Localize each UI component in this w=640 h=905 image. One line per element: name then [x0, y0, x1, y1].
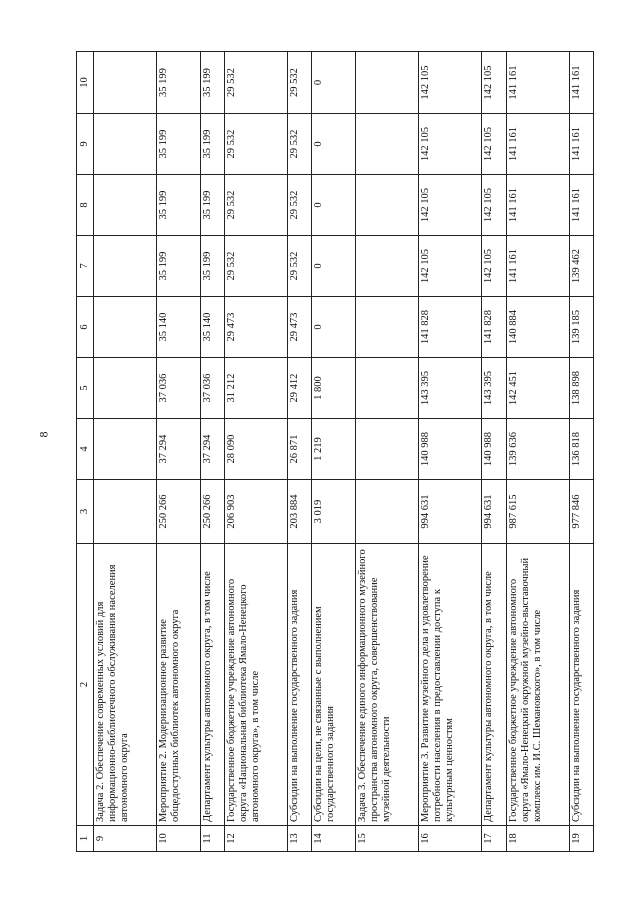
value-cell: 139 636 [506, 419, 569, 480]
table-row [419, 52, 482, 852]
value-cell: 29 532 [288, 236, 312, 297]
header-cell: 3 [77, 480, 94, 544]
value-cell: 1 800 [312, 358, 356, 419]
row-label-cell: Мероприятие 2. Модернизационное развитие общедоступных библиотек автономного округа [157, 544, 201, 826]
table-row [225, 52, 288, 852]
row-number-cell: 18 [506, 826, 569, 852]
header-cell: 8 [77, 175, 94, 236]
value-cell: 0 [312, 52, 356, 114]
row-number-cell: 9 [94, 826, 157, 852]
value-cell: 206 903 [225, 480, 288, 544]
value-cell [356, 419, 419, 480]
value-cell: 142 105 [419, 236, 482, 297]
value-cell [94, 175, 157, 236]
value-cell: 143 395 [482, 358, 506, 419]
value-cell: 977 846 [569, 480, 593, 544]
value-cell: 139 462 [569, 236, 593, 297]
rotated-page [76, 52, 594, 852]
value-cell: 143 395 [419, 358, 482, 419]
value-cell [356, 236, 419, 297]
header-cell: 10 [77, 52, 94, 114]
value-cell: 142 105 [419, 52, 482, 114]
value-cell: 136 818 [569, 419, 593, 480]
value-cell: 142 105 [419, 175, 482, 236]
value-cell: 29 532 [225, 175, 288, 236]
row-label-cell: Задача 3. Обеспечение единого информационного музейного пространства автономного округа, совершенствование музейной деятельности [356, 544, 419, 826]
header-row [77, 52, 94, 852]
value-cell: 29 532 [288, 175, 312, 236]
value-cell [94, 419, 157, 480]
value-cell: 35 199 [200, 114, 224, 175]
budget-table [76, 51, 594, 852]
value-cell: 29 473 [225, 297, 288, 358]
row-label-cell: Субсидии на выполнение государственного задания [569, 544, 593, 826]
value-cell: 35 199 [157, 175, 201, 236]
value-cell: 0 [312, 175, 356, 236]
value-cell [94, 358, 157, 419]
value-cell: 141 161 [506, 175, 569, 236]
value-cell: 35 140 [200, 297, 224, 358]
value-cell: 141 828 [419, 297, 482, 358]
table-row [356, 52, 419, 852]
value-cell: 140 988 [482, 419, 506, 480]
value-cell: 142 105 [482, 52, 506, 114]
row-label-cell: Департамент культуры автономного округа, в том числе [200, 544, 224, 826]
value-cell: 141 161 [569, 175, 593, 236]
value-cell: 37 294 [157, 419, 201, 480]
value-cell [356, 114, 419, 175]
value-cell: 138 898 [569, 358, 593, 419]
table-row [200, 52, 224, 852]
value-cell: 31 212 [225, 358, 288, 419]
value-cell [94, 52, 157, 114]
table-row [506, 52, 569, 852]
value-cell [356, 297, 419, 358]
row-label-cell: Государственное бюджетное учреждение автономного округа «Национальная библиотека Ямало-Ненецкого автономного округа», в том числе [225, 544, 288, 826]
value-cell: 250 266 [200, 480, 224, 544]
value-cell: 0 [312, 114, 356, 175]
value-cell: 29 532 [288, 114, 312, 175]
row-number-cell: 16 [419, 826, 482, 852]
row-number-cell: 15 [356, 826, 419, 852]
header-cell: 5 [77, 358, 94, 419]
header-cell: 2 [77, 544, 94, 826]
value-cell: 37 294 [200, 419, 224, 480]
table-row [569, 52, 593, 852]
value-cell: 994 631 [419, 480, 482, 544]
row-number-cell: 19 [569, 826, 593, 852]
row-label-cell: Задача 2. Обеспечение современных условий для информационно-библиотечного обслуживания населения автономного округа [94, 544, 157, 826]
value-cell: 141 828 [482, 297, 506, 358]
value-cell: 141 161 [506, 52, 569, 114]
value-cell: 250 266 [157, 480, 201, 544]
table-row [288, 52, 312, 852]
value-cell: 0 [312, 297, 356, 358]
value-cell: 37 036 [200, 358, 224, 419]
row-label-cell: Мероприятие 3. Развитие музейного дела и удовлетворение потребности населения в предоставлении доступа к культурным ценностям [419, 544, 482, 826]
row-number-cell: 14 [312, 826, 356, 852]
value-cell: 35 199 [200, 52, 224, 114]
value-cell: 140 988 [419, 419, 482, 480]
row-label-cell: Департамент культуры автономного округа, в том числе [482, 544, 506, 826]
table-row [94, 52, 157, 852]
value-cell: 29 532 [225, 236, 288, 297]
value-cell: 141 161 [569, 114, 593, 175]
value-cell: 3 019 [312, 480, 356, 544]
value-cell: 140 884 [506, 297, 569, 358]
value-cell: 35 199 [157, 114, 201, 175]
row-number-cell: 17 [482, 826, 506, 852]
row-label-cell: Субсидии на цели, не связанные с выполнением государственного задания [312, 544, 356, 826]
value-cell: 0 [312, 236, 356, 297]
value-cell: 35 199 [157, 236, 201, 297]
row-number-cell: 10 [157, 826, 201, 852]
value-cell: 141 161 [506, 114, 569, 175]
value-cell: 35 199 [200, 236, 224, 297]
value-cell [356, 52, 419, 114]
value-cell: 26 871 [288, 419, 312, 480]
header-cell: 6 [77, 297, 94, 358]
header-cell: 7 [77, 236, 94, 297]
value-cell: 35 140 [157, 297, 201, 358]
value-cell [94, 297, 157, 358]
value-cell [94, 480, 157, 544]
value-cell [94, 114, 157, 175]
header-cell: 9 [77, 114, 94, 175]
value-cell: 37 036 [157, 358, 201, 419]
header-cell: 1 [77, 826, 94, 852]
row-number-cell: 11 [200, 826, 224, 852]
value-cell: 142 105 [482, 114, 506, 175]
value-cell: 1 219 [312, 419, 356, 480]
value-cell: 28 090 [225, 419, 288, 480]
value-cell: 987 615 [506, 480, 569, 544]
value-cell: 139 185 [569, 297, 593, 358]
value-cell [356, 175, 419, 236]
value-cell [356, 358, 419, 419]
value-cell [356, 480, 419, 544]
page-number: 8 [36, 431, 51, 438]
value-cell: 29 473 [288, 297, 312, 358]
value-cell: 29 412 [288, 358, 312, 419]
value-cell: 142 451 [506, 358, 569, 419]
value-cell: 29 532 [225, 114, 288, 175]
value-cell: 29 532 [225, 52, 288, 114]
value-cell: 141 161 [506, 236, 569, 297]
table-row [312, 52, 356, 852]
value-cell: 994 631 [482, 480, 506, 544]
value-cell: 29 532 [288, 52, 312, 114]
row-number-cell: 12 [225, 826, 288, 852]
value-cell: 142 105 [482, 175, 506, 236]
value-cell: 142 105 [419, 114, 482, 175]
row-label-cell: Государственное бюджетное учреждение автономного округа «Ямало-Ненецкий окружной музейно-выставочный комплекс им. И.С. Шемановского», в том числе [506, 544, 569, 826]
value-cell: 142 105 [482, 236, 506, 297]
row-label-cell: Субсидии на выполнение государственного задания [288, 544, 312, 826]
table-row [482, 52, 506, 852]
row-number-cell: 13 [288, 826, 312, 852]
value-cell: 35 199 [200, 175, 224, 236]
value-cell: 141 161 [569, 52, 593, 114]
table-row [157, 52, 201, 852]
value-cell: 35 199 [157, 52, 201, 114]
header-cell: 4 [77, 419, 94, 480]
value-cell: 203 884 [288, 480, 312, 544]
value-cell [94, 236, 157, 297]
